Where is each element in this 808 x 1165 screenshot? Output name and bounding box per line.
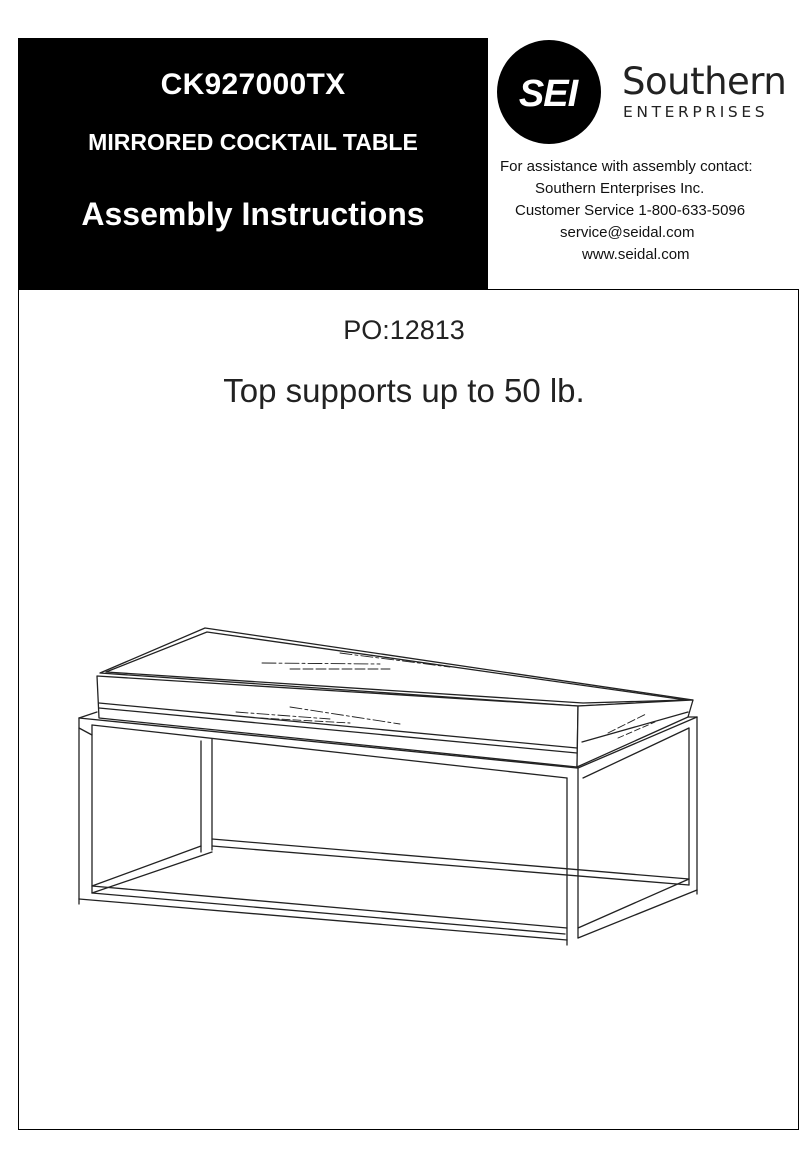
product-name: MIRRORED COCKTAIL TABLE bbox=[88, 129, 418, 155]
logo-mark-text: SEI bbox=[518, 73, 578, 115]
brand-name: Southern bbox=[622, 60, 787, 103]
contact-line-phone: Customer Service 1-800-633-5096 bbox=[515, 202, 746, 219]
contact-line-email: service@seidal.com bbox=[560, 224, 695, 241]
model-number: CK927000TX bbox=[160, 68, 346, 101]
contact-line-company: Southern Enterprises Inc. bbox=[535, 180, 705, 197]
weight-capacity: Top supports up to 50 lb. bbox=[223, 372, 585, 409]
contact-line-intro: For assistance with assembly contact: bbox=[500, 158, 753, 175]
brand-subname: ENTERPRISES bbox=[623, 103, 769, 121]
mirror-top-icon bbox=[97, 628, 693, 767]
document-title: Assembly Instructions bbox=[81, 196, 425, 232]
po-number: PO:12813 bbox=[343, 315, 465, 345]
contact-line-website: www.seidal.com bbox=[582, 246, 690, 263]
